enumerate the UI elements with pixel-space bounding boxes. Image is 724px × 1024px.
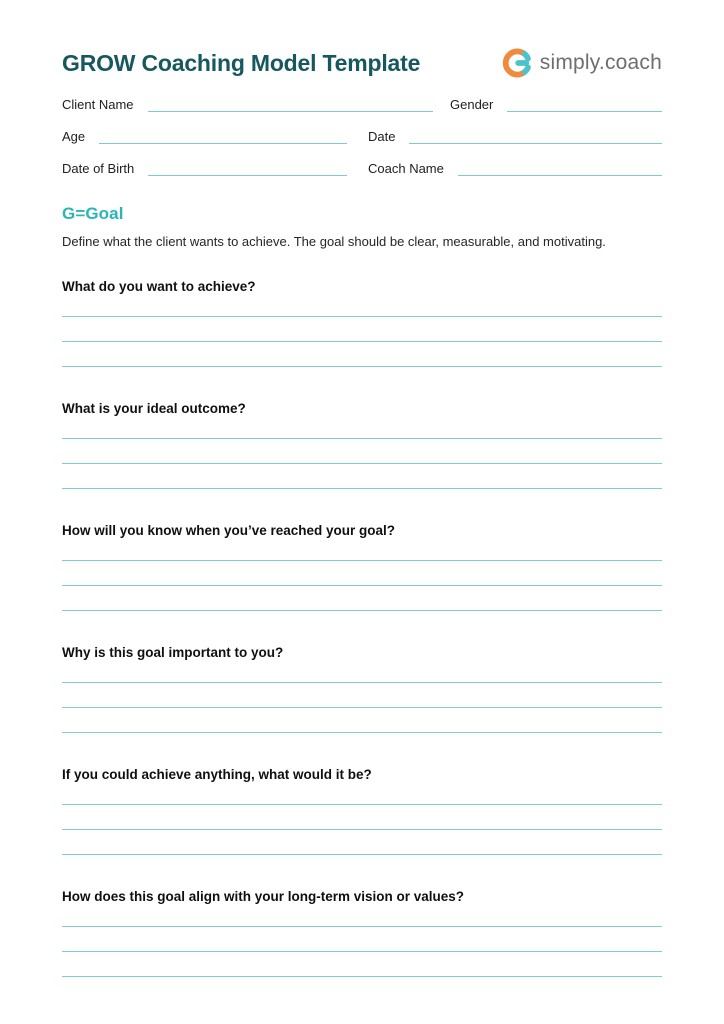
question-text: How will you know when you’ve reached your goal?	[62, 523, 396, 538]
field-label: Date of Birth	[62, 161, 135, 176]
field-gender	[450, 96, 662, 113]
field-underline	[148, 175, 347, 176]
answer-line	[62, 561, 662, 586]
answer-line	[62, 952, 662, 977]
field-underline	[507, 111, 662, 112]
question-block	[62, 523, 662, 611]
field-label: Gender	[450, 97, 494, 112]
field-date	[368, 128, 662, 145]
answer-line	[62, 905, 662, 927]
header	[62, 44, 662, 82]
brand-logo	[500, 47, 662, 79]
field-label: Coach Name	[368, 161, 444, 176]
field-coach-name	[368, 160, 662, 177]
answer-line	[62, 539, 662, 561]
answer-line	[62, 586, 662, 611]
answer-line	[62, 317, 662, 342]
answer-line	[62, 683, 662, 708]
question-text: What do you want to achieve?	[62, 279, 256, 294]
field-client-name	[62, 96, 433, 113]
field-label: Age	[62, 129, 86, 144]
section-heading-goal: G=Goal	[62, 204, 124, 223]
field-underline	[148, 111, 433, 112]
answer-line	[62, 830, 662, 855]
brand-name: simply.coach	[539, 51, 662, 74]
field-age	[62, 128, 347, 145]
answer-line	[62, 661, 662, 683]
page-title: GROW Coaching Model Template	[62, 49, 421, 76]
field-label: Client Name	[62, 97, 134, 112]
question-text: Why is this goal important to you?	[62, 645, 284, 660]
question-block	[62, 645, 662, 733]
answer-line	[62, 417, 662, 439]
field-row	[62, 96, 662, 128]
answer-line	[62, 708, 662, 733]
field-underline	[99, 143, 347, 144]
answer-line	[62, 783, 662, 805]
answer-line	[62, 927, 662, 952]
field-underline	[458, 175, 662, 176]
question-text: What is your ideal outcome?	[62, 401, 246, 416]
question-block	[62, 279, 662, 367]
field-row	[62, 128, 662, 160]
answer-line	[62, 439, 662, 464]
question-block	[62, 889, 662, 977]
field-row	[62, 160, 662, 192]
question-text: How does this goal align with your long-term vision or values?	[62, 889, 465, 904]
simply-coach-logo-icon	[500, 47, 532, 79]
field-date-of-birth	[62, 160, 347, 177]
client-info-fields	[62, 96, 662, 192]
question-text: If you could achieve anything, what would it be?	[62, 767, 372, 782]
question-block	[62, 767, 662, 855]
answer-line	[62, 342, 662, 367]
section-description: Define what the client wants to achieve. The goal should be clear, measurable, and motivating.	[62, 234, 606, 249]
field-label: Date	[368, 129, 396, 144]
answer-line	[62, 805, 662, 830]
answer-line	[62, 464, 662, 489]
question-block	[62, 401, 662, 489]
answer-line	[62, 295, 662, 317]
field-underline	[409, 143, 662, 144]
